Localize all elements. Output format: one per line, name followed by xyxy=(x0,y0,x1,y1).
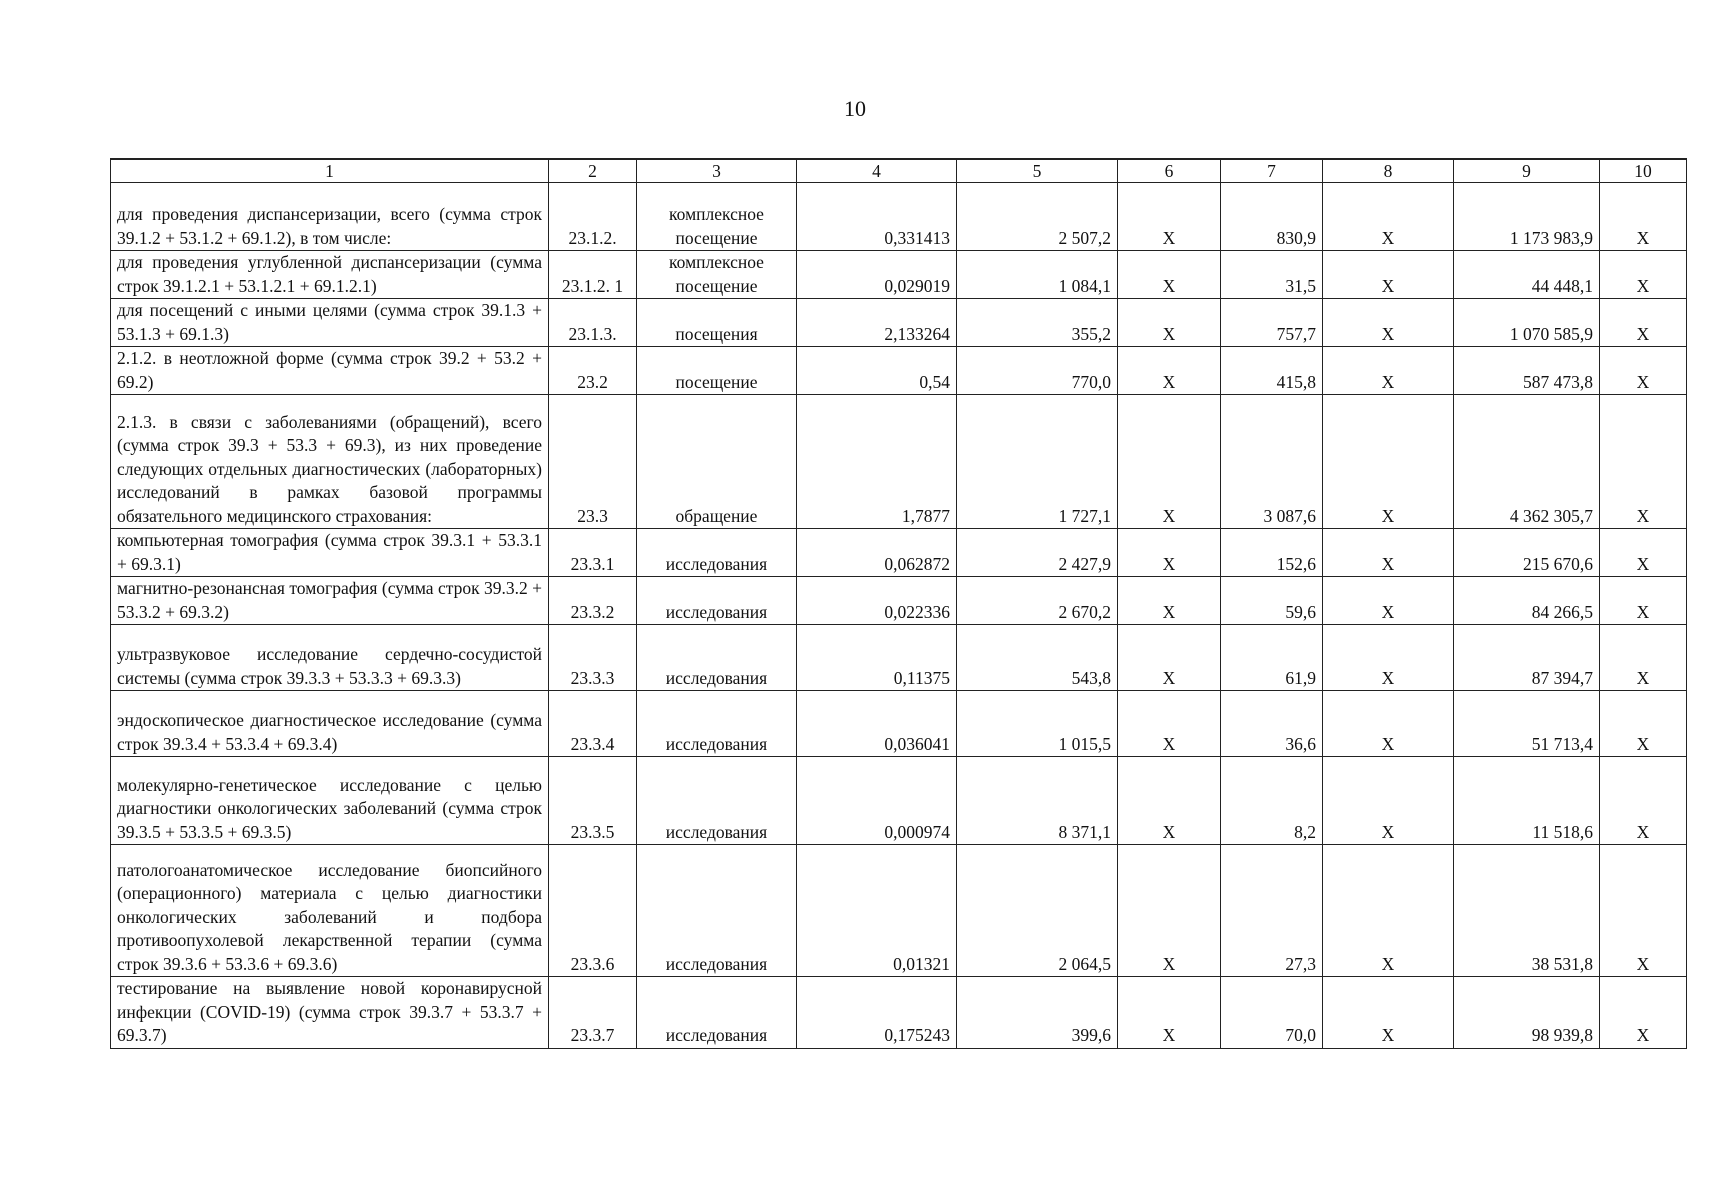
row-value-10: X xyxy=(1600,577,1687,625)
row-value-6: X xyxy=(1118,625,1221,691)
row-value-5: 1 015,5 xyxy=(957,691,1118,757)
table-row xyxy=(111,625,1687,691)
row-unit: исследования xyxy=(637,691,797,757)
row-value-6: X xyxy=(1118,395,1221,529)
row-value-4: 0,11375 xyxy=(797,625,957,691)
row-description: 2.1.2. в неотложной форме (сумма строк 39.2 + 53.2 + 69.2) xyxy=(111,347,549,395)
row-unit: комплексное посещение xyxy=(637,183,797,251)
table-row xyxy=(111,845,1687,977)
row-description: магнитно-резонансная томография (сумма строк 39.3.2 + 53.3.2 + 69.3.2) xyxy=(111,577,549,625)
row-value-7: 36,6 xyxy=(1221,691,1323,757)
row-value-10: X xyxy=(1600,625,1687,691)
row-value-6: X xyxy=(1118,347,1221,395)
row-code: 23.3.6 xyxy=(549,845,637,977)
row-value-4: 0,175243 xyxy=(797,977,957,1049)
row-value-7: 415,8 xyxy=(1221,347,1323,395)
row-description: ультразвуковое исследование сердечно-сосудистой системы (сумма строк 39.3.3 + 53.3.3 + 69.3.3) xyxy=(111,625,549,691)
row-value-7: 152,6 xyxy=(1221,529,1323,577)
row-value-7: 61,9 xyxy=(1221,625,1323,691)
row-value-10: X xyxy=(1600,183,1687,251)
row-value-9: 38 531,8 xyxy=(1454,845,1600,977)
row-value-6: X xyxy=(1118,845,1221,977)
row-description: тестирование на выявление новой коронавирусной инфекции (COVID-19) (сумма строк 39.3.7 + 53.3.7 + 69.3.7) xyxy=(111,977,549,1049)
row-description: для посещений с иными целями (сумма строк 39.1.3 + 53.1.3 + 69.1.3) xyxy=(111,299,549,347)
row-value-7: 31,5 xyxy=(1221,251,1323,299)
row-value-9: 4 362 305,7 xyxy=(1454,395,1600,529)
row-value-5: 2 670,2 xyxy=(957,577,1118,625)
row-value-5: 543,8 xyxy=(957,625,1118,691)
row-value-7: 757,7 xyxy=(1221,299,1323,347)
row-value-9: 84 266,5 xyxy=(1454,577,1600,625)
row-code: 23.1.2. 1 xyxy=(549,251,637,299)
row-description: патологоанатомическое исследование биопсийного (операционного) материала с целью диагностики онкологических заболеваний и подбора противоопухолевой лекарственной терапии (сумма строк 39.3.6 + 53.3.6 + 69.3.6) xyxy=(111,845,549,977)
row-value-4: 0,029019 xyxy=(797,251,957,299)
row-value-6: X xyxy=(1118,691,1221,757)
row-value-8: X xyxy=(1323,757,1454,845)
table-row xyxy=(111,577,1687,625)
row-value-6: X xyxy=(1118,757,1221,845)
row-unit: исследования xyxy=(637,757,797,845)
row-value-10: X xyxy=(1600,757,1687,845)
row-unit: посещения xyxy=(637,299,797,347)
table-row xyxy=(111,251,1687,299)
column-header: 2 xyxy=(549,159,637,183)
row-value-10: X xyxy=(1600,395,1687,529)
row-unit: исследования xyxy=(637,845,797,977)
row-value-7: 27,3 xyxy=(1221,845,1323,977)
row-value-7: 8,2 xyxy=(1221,757,1323,845)
row-value-7: 59,6 xyxy=(1221,577,1323,625)
table-row xyxy=(111,977,1687,1049)
row-value-4: 0,062872 xyxy=(797,529,957,577)
row-code: 23.1.3. xyxy=(549,299,637,347)
column-header: 1 xyxy=(111,159,549,183)
row-value-4: 0,022336 xyxy=(797,577,957,625)
row-value-8: X xyxy=(1323,691,1454,757)
row-value-9: 44 448,1 xyxy=(1454,251,1600,299)
row-value-8: X xyxy=(1323,845,1454,977)
table-row xyxy=(111,395,1687,529)
row-value-8: X xyxy=(1323,529,1454,577)
row-value-5: 770,0 xyxy=(957,347,1118,395)
row-value-9: 51 713,4 xyxy=(1454,691,1600,757)
row-code: 23.1.2. xyxy=(549,183,637,251)
row-description: молекулярно-генетическое исследование с целью диагностики онкологических заболеваний (сумма строк 39.3.5 + 53.3.5 + 69.3.5) xyxy=(111,757,549,845)
row-code: 23.3.5 xyxy=(549,757,637,845)
row-value-6: X xyxy=(1118,251,1221,299)
row-unit: исследования xyxy=(637,577,797,625)
row-value-6: X xyxy=(1118,977,1221,1049)
row-code: 23.3.7 xyxy=(549,977,637,1049)
row-value-8: X xyxy=(1323,395,1454,529)
row-value-4: 1,7877 xyxy=(797,395,957,529)
row-code: 23.3.1 xyxy=(549,529,637,577)
column-header: 8 xyxy=(1323,159,1454,183)
row-value-9: 587 473,8 xyxy=(1454,347,1600,395)
row-code: 23.3.2 xyxy=(549,577,637,625)
column-header: 6 xyxy=(1118,159,1221,183)
row-value-10: X xyxy=(1600,691,1687,757)
page-number: 10 xyxy=(844,96,866,121)
row-value-8: X xyxy=(1323,299,1454,347)
row-value-9: 215 670,6 xyxy=(1454,529,1600,577)
data-table xyxy=(110,158,1687,1049)
row-value-8: X xyxy=(1323,347,1454,395)
row-value-4: 0,54 xyxy=(797,347,957,395)
row-value-10: X xyxy=(1600,845,1687,977)
row-code: 23.3.4 xyxy=(549,691,637,757)
column-header: 10 xyxy=(1600,159,1687,183)
row-description: 2.1.3. в связи с заболеваниями (обращений), всего (сумма строк 39.3 + 53.3 + 69.3), из них проведение следующих отдельных диагностических (лабораторных) исследований в рамках базовой программы обязательного медицинского страхования: xyxy=(111,395,549,529)
row-value-9: 1 173 983,9 xyxy=(1454,183,1600,251)
row-value-10: X xyxy=(1600,977,1687,1049)
table-row xyxy=(111,347,1687,395)
row-value-5: 2 507,2 xyxy=(957,183,1118,251)
row-value-10: X xyxy=(1600,347,1687,395)
row-code: 23.3.3 xyxy=(549,625,637,691)
row-code: 23.3 xyxy=(549,395,637,529)
row-value-5: 2 064,5 xyxy=(957,845,1118,977)
row-value-4: 0,331413 xyxy=(797,183,957,251)
row-unit: исследования xyxy=(637,977,797,1049)
row-value-10: X xyxy=(1600,251,1687,299)
row-value-10: X xyxy=(1600,299,1687,347)
table-row xyxy=(111,691,1687,757)
row-value-5: 1 084,1 xyxy=(957,251,1118,299)
row-value-6: X xyxy=(1118,299,1221,347)
row-value-5: 1 727,1 xyxy=(957,395,1118,529)
row-value-5: 399,6 xyxy=(957,977,1118,1049)
row-value-10: X xyxy=(1600,529,1687,577)
row-value-6: X xyxy=(1118,577,1221,625)
row-value-6: X xyxy=(1118,183,1221,251)
row-description: для проведения углубленной диспансеризации (сумма строк 39.1.2.1 + 53.1.2.1 + 69.1.2.1) xyxy=(111,251,549,299)
row-code: 23.2 xyxy=(549,347,637,395)
header-row xyxy=(111,159,1687,183)
row-value-4: 0,036041 xyxy=(797,691,957,757)
row-value-9: 11 518,6 xyxy=(1454,757,1600,845)
row-unit: посещение xyxy=(637,347,797,395)
row-value-4: 2,133264 xyxy=(797,299,957,347)
row-value-4: 0,000974 xyxy=(797,757,957,845)
row-value-6: X xyxy=(1118,529,1221,577)
row-value-9: 98 939,8 xyxy=(1454,977,1600,1049)
row-value-7: 70,0 xyxy=(1221,977,1323,1049)
column-header: 5 xyxy=(957,159,1118,183)
row-value-5: 355,2 xyxy=(957,299,1118,347)
row-value-4: 0,01321 xyxy=(797,845,957,977)
column-header: 9 xyxy=(1454,159,1600,183)
row-description: для проведения диспансеризации, всего (сумма строк 39.1.2 + 53.1.2 + 69.1.2), в том числе: xyxy=(111,183,549,251)
row-unit: исследования xyxy=(637,529,797,577)
table-row xyxy=(111,183,1687,251)
row-unit: обращение xyxy=(637,395,797,529)
row-value-8: X xyxy=(1323,251,1454,299)
row-value-9: 87 394,7 xyxy=(1454,625,1600,691)
row-value-8: X xyxy=(1323,625,1454,691)
row-value-5: 2 427,9 xyxy=(957,529,1118,577)
column-header: 3 xyxy=(637,159,797,183)
column-header: 7 xyxy=(1221,159,1323,183)
table-row xyxy=(111,757,1687,845)
row-value-8: X xyxy=(1323,977,1454,1049)
row-value-8: X xyxy=(1323,183,1454,251)
row-description: компьютерная томография (сумма строк 39.3.1 + 53.3.1 + 69.3.1) xyxy=(111,529,549,577)
row-value-8: X xyxy=(1323,577,1454,625)
row-value-7: 3 087,6 xyxy=(1221,395,1323,529)
row-value-5: 8 371,1 xyxy=(957,757,1118,845)
row-unit: комплексное посещение xyxy=(637,251,797,299)
row-description: эндоскопическое диагностическое исследование (сумма строк 39.3.4 + 53.3.4 + 69.3.4) xyxy=(111,691,549,757)
table-row xyxy=(111,299,1687,347)
table-row xyxy=(111,529,1687,577)
row-value-7: 830,9 xyxy=(1221,183,1323,251)
row-value-9: 1 070 585,9 xyxy=(1454,299,1600,347)
column-header: 4 xyxy=(797,159,957,183)
row-unit: исследования xyxy=(637,625,797,691)
